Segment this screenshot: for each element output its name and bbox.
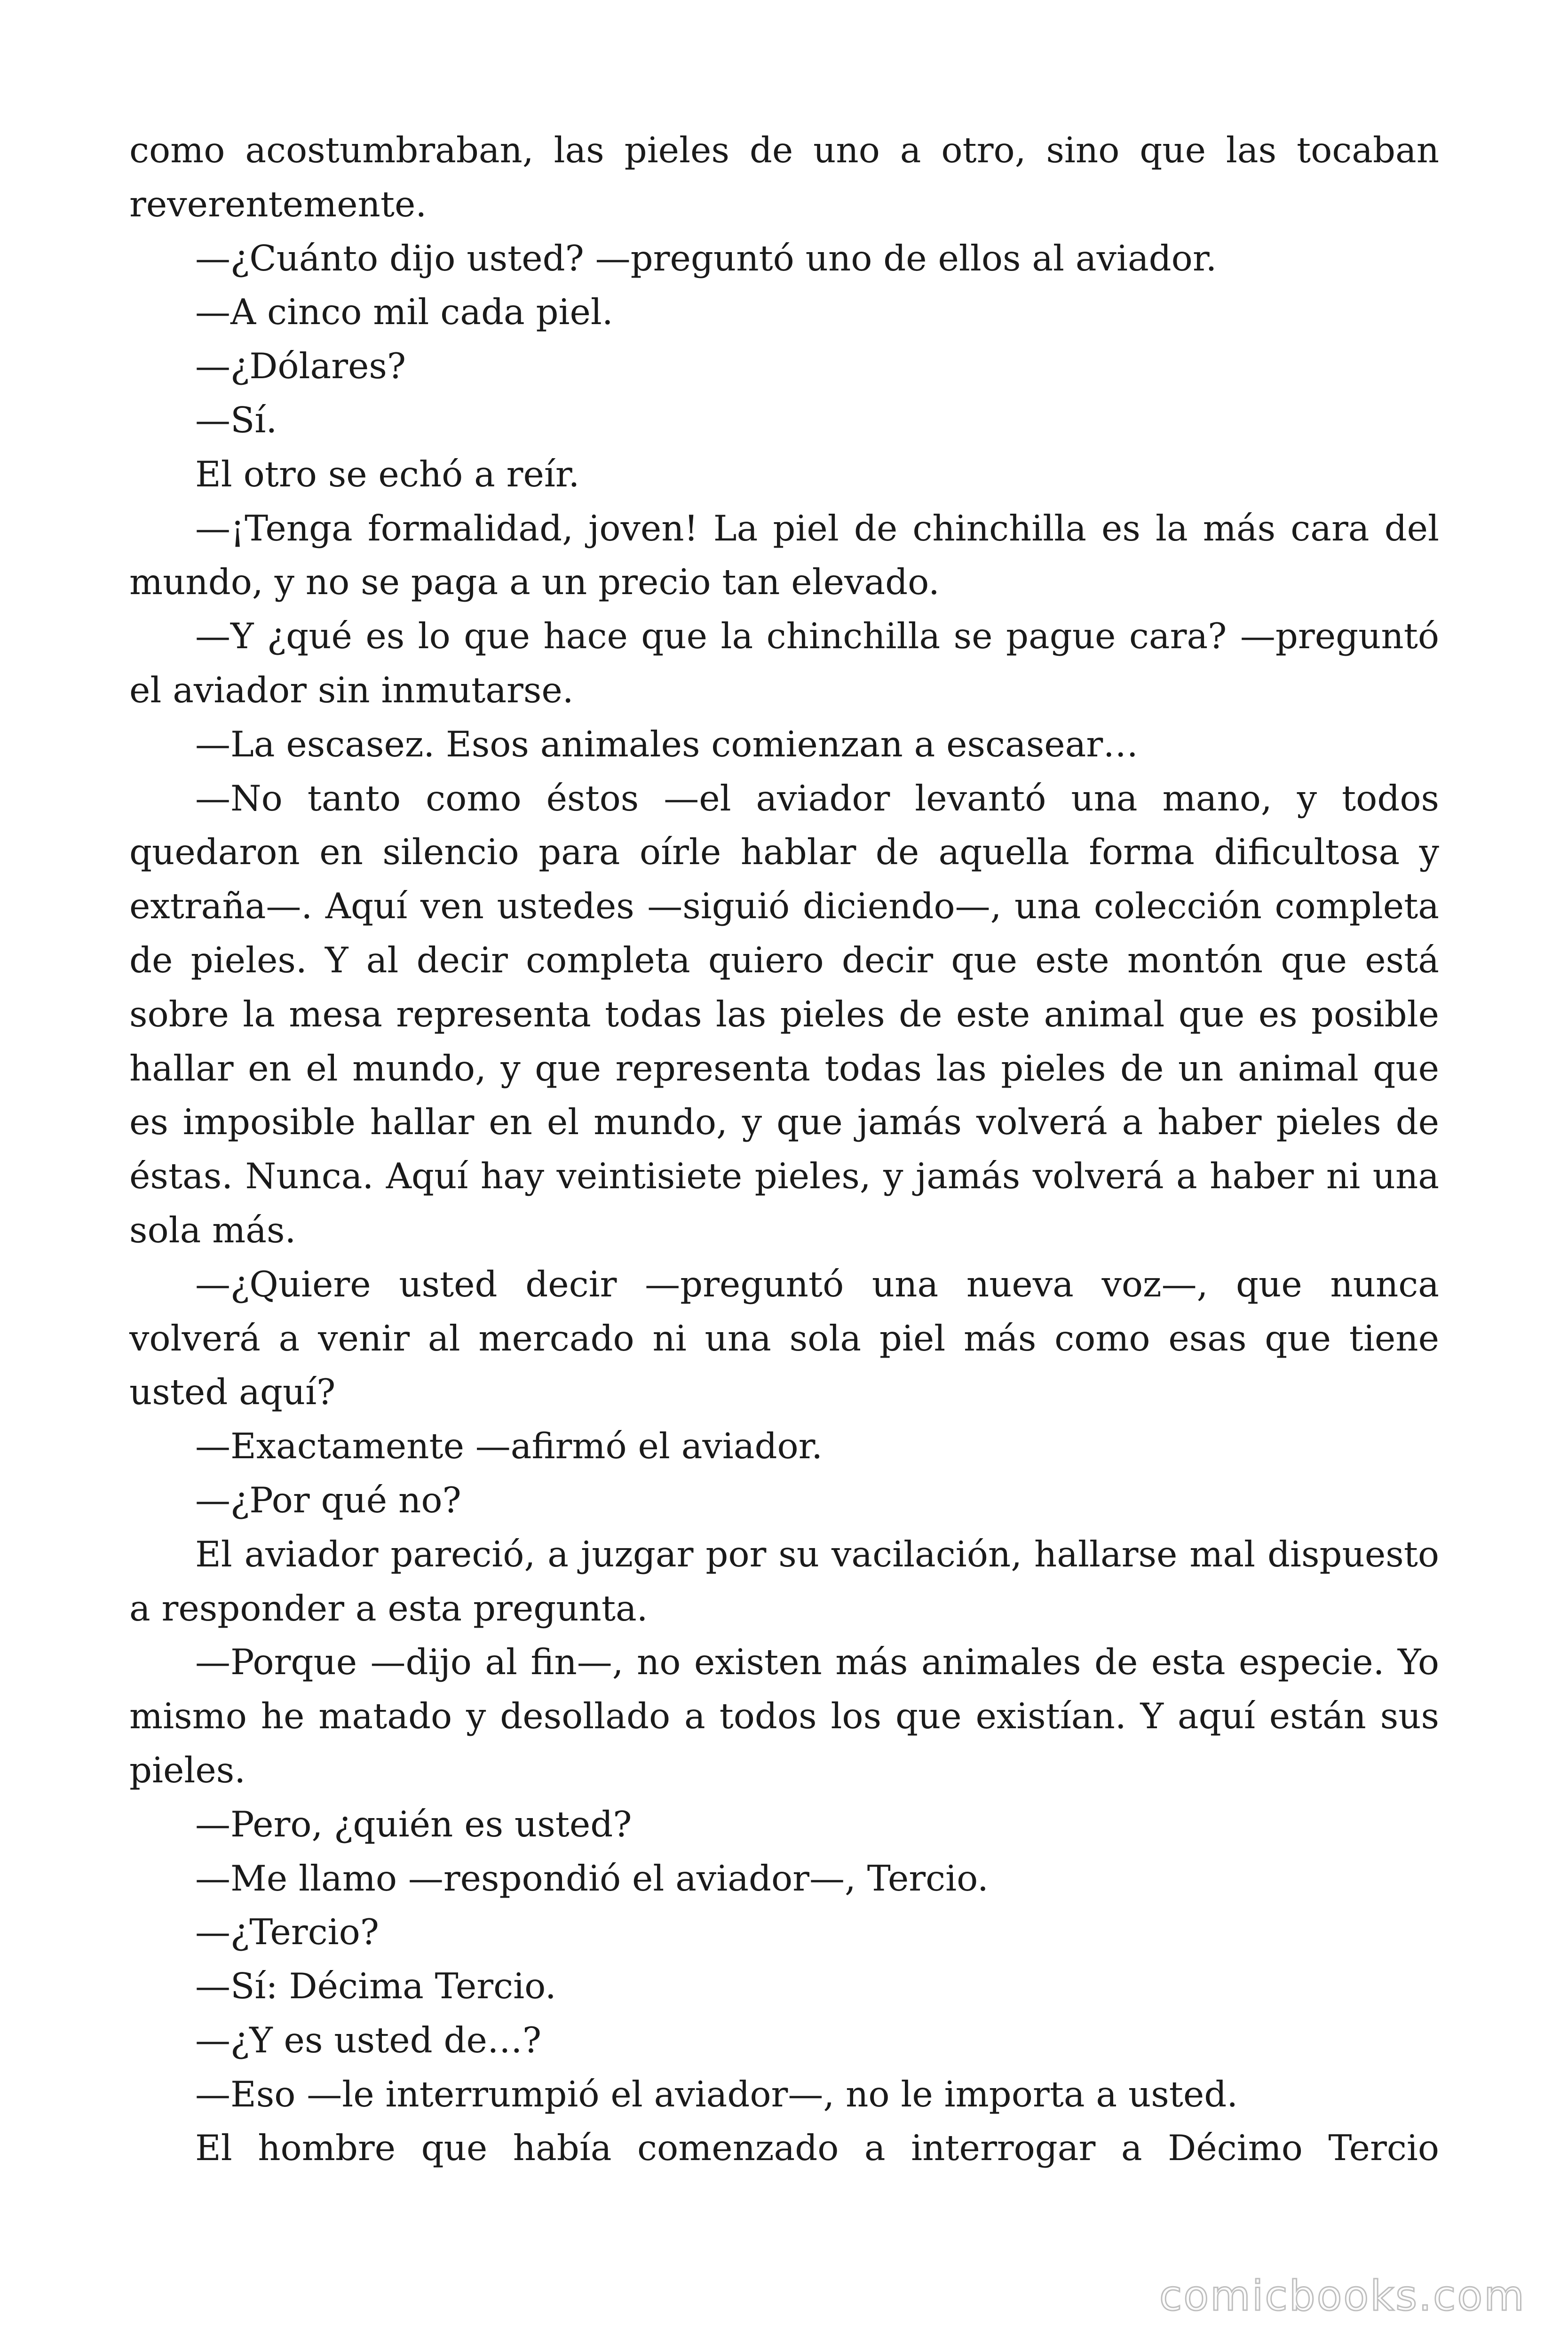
paragraph: —Me llamo —respondió el aviador—, Tercio.	[195, 1857, 989, 1899]
paragraph: El otro se echó a reír.	[195, 453, 580, 495]
paragraph: —¿Cuánto dijo usted? —preguntó uno de ellos al aviador.	[195, 237, 1217, 279]
paragraph: —¿Quiere usted decir —preguntó una nueva voz—, que nunca volverá a venir al mercado ni una sola piel más como esas que tiene usted aquí?	[129, 1263, 1439, 1413]
paragraph: —Exactamente —afirmó el aviador.	[195, 1425, 823, 1467]
paragraph: como acostumbraban, las pieles de uno a otro, sino que las tocaban reverentemente.	[129, 129, 1439, 225]
paragraph: —Eso —le interrumpió el aviador—, no le importa a usted.	[195, 2073, 1238, 2115]
watermark-text: comicbooks.com	[1159, 2272, 1526, 2320]
paragraph: —A cinco mil cada piel.	[195, 291, 613, 333]
paragraph: El aviador pareció, a juzgar por su vacilación, hallarse mal dispuesto a responder a esta pregunta.	[129, 1533, 1439, 1629]
paragraph: —Sí: Décima Tercio.	[195, 1965, 556, 2007]
paragraph: —Pero, ¿quién es usted?	[195, 1803, 632, 1845]
paragraph: —¿Dólares?	[195, 345, 406, 387]
paragraph: —La escasez. Esos animales comienzan a escasear…	[195, 723, 1139, 765]
paragraph: —¿Tercio?	[195, 1911, 380, 1953]
paragraph: —Sí.	[195, 399, 277, 441]
paragraph: —No tanto como éstos —el aviador levantó una mano, y todos quedaron en silencio para oírle hablar de aquella forma dificultosa y extraña—. Aquí ven ustedes —siguió diciendo—, una colección completa de pieles. Y al decir completa quiero decir que este montón que está sobre la mesa representa todas las pieles de este animal que es posible hallar en el mundo, y que representa todas las pieles de un animal que es imposible hallar en el mundo, y que jamás volverá a haber pieles de éstas. Nunca. Aquí hay veintisiete pieles, y jamás volverá a haber ni una sola más.	[129, 777, 1439, 1251]
body-text	[129, 123, 1439, 2175]
paragraph: El hombre que había comenzado a interrogar a Décimo Tercio	[195, 2127, 1439, 2169]
paragraph: —¡Tenga formalidad, joven! La piel de chinchilla es la más cara del mundo, y no se paga a un precio tan elevado.	[129, 507, 1439, 603]
paragraph: —¿Por qué no?	[195, 1479, 461, 1521]
paragraph: —Porque —dijo al fin—, no existen más animales de esta especie. Yo mismo he matado y desollado a todos los que existían. Y aquí están sus pieles.	[129, 1641, 1439, 1791]
paragraph: —Y ¿qué es lo que hace que la chinchilla se pague cara? —preguntó el aviador sin inmutarse.	[129, 615, 1439, 711]
paragraph: —¿Y es usted de…?	[195, 2019, 542, 2061]
